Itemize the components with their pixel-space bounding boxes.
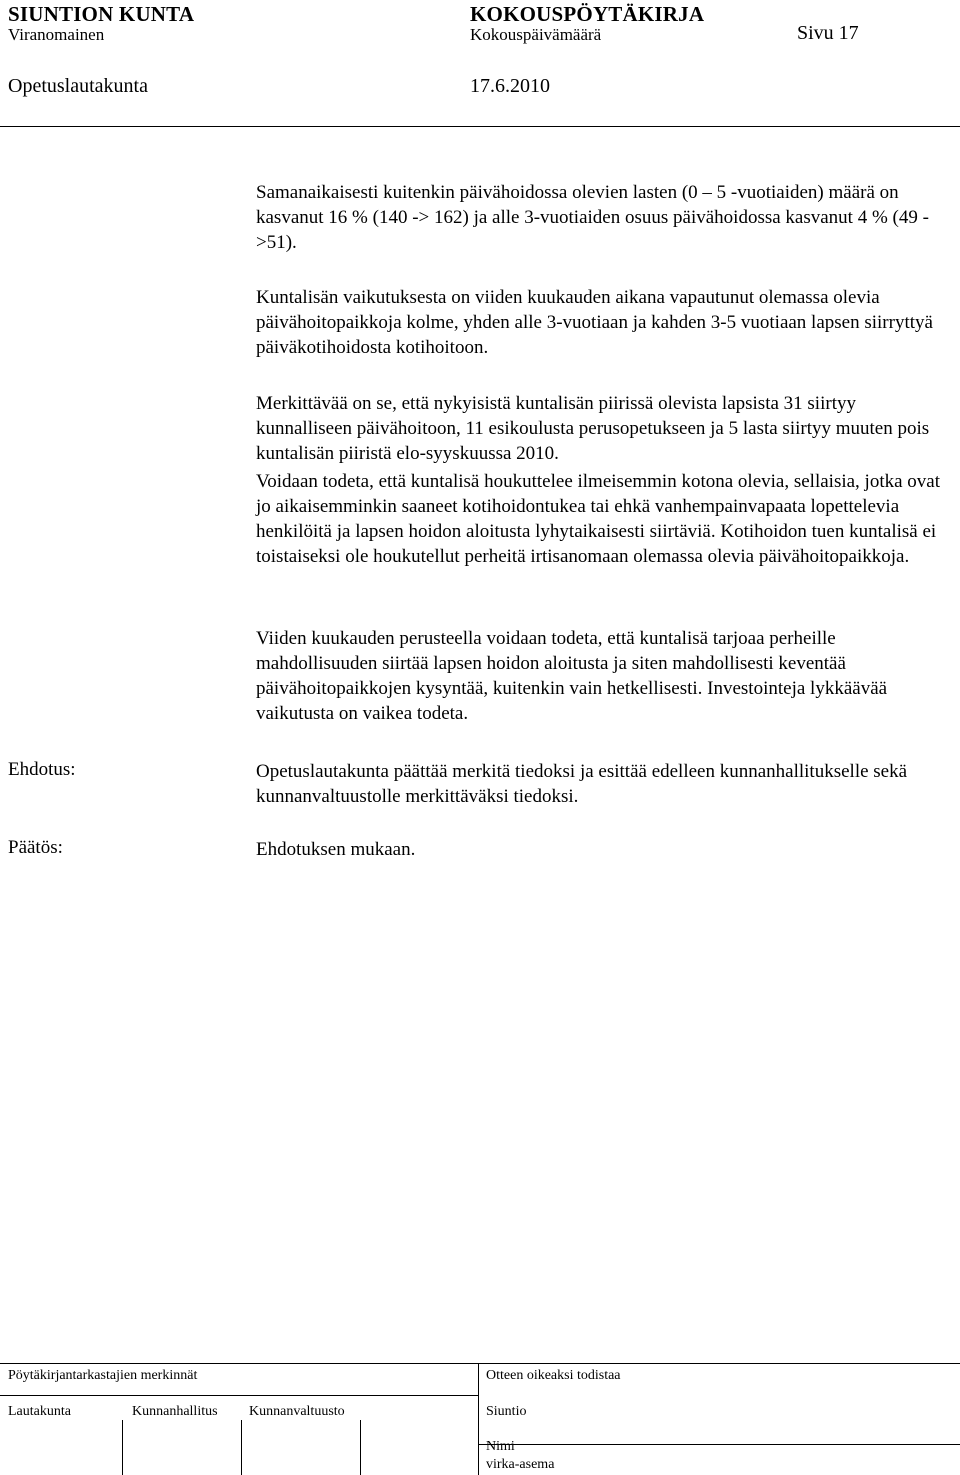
footer-signature-line [478, 1444, 960, 1445]
footer-row-divider [0, 1395, 478, 1396]
footer-kunnanhallitus-label: Kunnanhallitus [132, 1404, 218, 1419]
footer-col-divider-2 [241, 1420, 242, 1475]
decision-label: Päätös: [8, 837, 63, 858]
footer-checkers-label: Pöytäkirjantarkastajien merkinnät [8, 1368, 198, 1383]
document-type: KOKOUSPÖYTÄKIRJA [470, 2, 705, 26]
paragraph-1: Samanaikaisesti kuitenkin päivähoidossa olevien lasten (0 – 5 -vuotiaiden) määrä on kasvanut 16 % (140 -> 162) ja alle 3-vuotiaiden osuus päivähoidossa kasvanut 4 % (49 ->51). [256, 182, 929, 253]
paragraph-3: Merkittävää on se, että nykyisistä kuntalisän piirissä olevista lapsista 31 siirtyy kunnalliseen päivähoitoon, 11 esikoulusta perusopetukseen ja 5 lasta siirtyy muuten pois kuntalisän piiristä elo-syyskuussa 2010. [256, 393, 930, 464]
page-number: Sivu 17 [797, 22, 859, 44]
authority-name: Opetuslautakunta [8, 75, 148, 97]
footer-name-label: Nimi [486, 1439, 515, 1454]
organization-name: SIUNTION KUNTA [8, 2, 195, 26]
proposal-text: Opetuslautakunta päättää merkitä tiedoksi ja esittää edelleen kunnanhallitukselle sekä kunnanvaltuustolle merkittäväksi tiedoksi. [256, 761, 908, 807]
decision-text: Ehdotuksen mukaan. [256, 839, 416, 860]
footer-place: Siuntio [486, 1404, 527, 1419]
footer-col-divider-3 [360, 1420, 361, 1475]
paragraph-4: Voidaan todeta, että kuntalisä houkuttelee ilmeisemmin kotona olevia, sellaisia, jotka ovat jo aikaisemminkin saaneet kotihoidontukea tai ehkä vanhempainvapaata lopettelevia henkilöitä ja lapsen hoidon aloitusta lyhytaikaisesti siirtäviä. Kotihoidon tuen kuntalisä ei toistaiseksi ole houkutellut perheitä irtisanomaan olemassa olevia päivähoitopaikkoja. [256, 471, 940, 567]
footer-position-label: virka-asema [486, 1457, 555, 1472]
footer-middle-divider [478, 1363, 479, 1475]
meeting-date: 17.6.2010 [470, 75, 550, 97]
proposal-label: Ehdotus: [8, 759, 76, 780]
footer-lautakunta-label: Lautakunta [8, 1404, 71, 1419]
authority-label: Viranomainen [8, 25, 105, 44]
paragraph-5: Viiden kuukauden perusteella voidaan todeta, että kuntalisä tarjoaa perheille mahdollisuuden siirtää lapsen hoidon aloitusta ja siten mahdollisesti keventää päivähoitopaikkojen kysyntää, kuitenkin vain hetkellisesti. Investointeja lykkäävää vaikutusta on vaikea todeta. [256, 628, 888, 724]
paragraph-2: Kuntalisän vaikutuksesta on viiden kuukauden aikana vapautunut olemassa olevia päivähoitopaikkoja kolme, yhden alle 3-vuotiaan ja kahden 3-5 vuotiaan lapsen siirryttyä päiväkotihoidosta kotihoitoon. [256, 287, 933, 358]
footer-col-divider-1 [122, 1420, 123, 1475]
footer-top-border [0, 1363, 960, 1364]
footer-kunnanvaltuusto-label: Kunnanvaltuusto [249, 1404, 345, 1419]
footer-certified-label: Otteen oikeaksi todistaa [486, 1368, 621, 1383]
date-label: Kokouspäivämäärä [470, 25, 602, 44]
header-divider [0, 126, 960, 127]
